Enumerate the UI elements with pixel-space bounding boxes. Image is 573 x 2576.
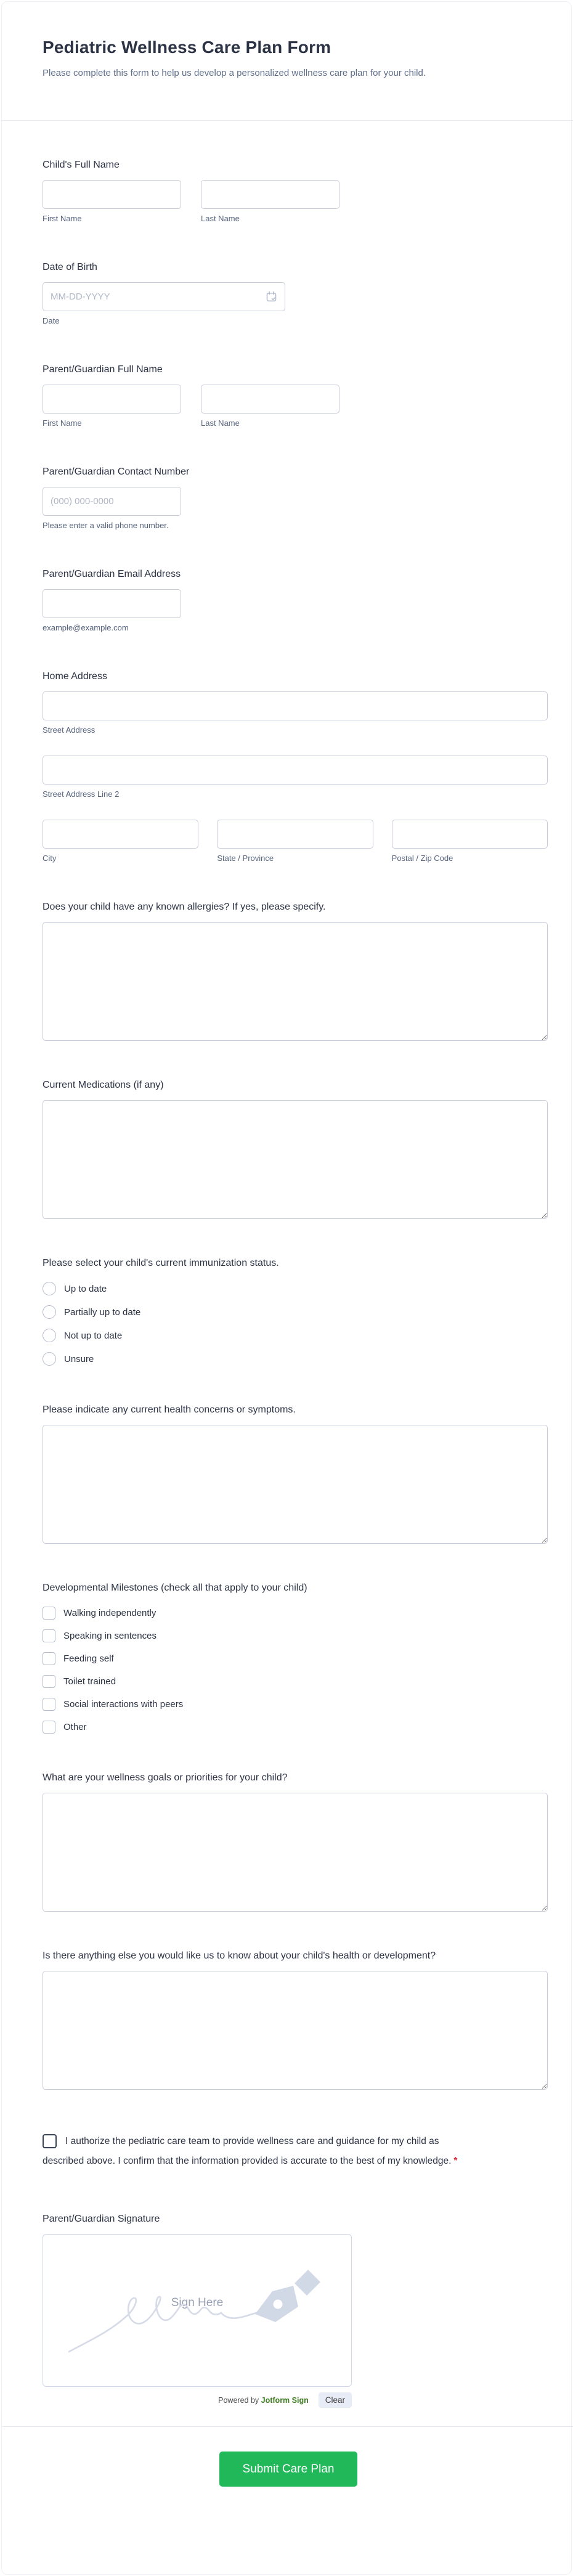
field-authorization [43,2132,474,2171]
header-divider [2,120,573,121]
field-anything-else [43,1947,548,2090]
radio-option-up-to-date[interactable] [43,1282,548,1295]
street-address2-input[interactable] [43,756,548,785]
checkbox-label: Speaking in sentences [63,1631,156,1642]
radio-unsure[interactable] [43,1352,56,1366]
street-address-input[interactable] [43,691,548,720]
checkbox-speaking[interactable] [43,1629,55,1642]
checkbox-walking[interactable] [43,1607,55,1620]
dob-label: Date of Birth [43,262,97,273]
required-asterisk: * [453,2156,458,2167]
checkbox-label: Feeding self [63,1653,114,1665]
state-sublabel: State / Province [217,854,274,863]
checkbox-feeding[interactable] [43,1652,55,1665]
jotform-sign-brand: Jotform Sign [261,2395,309,2405]
milestones-label: Developmental Milestones (check all that apply to your child) [43,1583,307,1594]
contact-number-input[interactable] [43,487,181,516]
radio-option-unsure[interactable] [43,1352,548,1366]
radio-label: Up to date [64,1283,107,1294]
medications-label: Current Medications (if any) [43,1080,164,1091]
radio-label: Unsure [64,1353,94,1364]
authorization-checkbox[interactable] [43,2134,57,2148]
field-home-address [43,668,548,863]
state-input[interactable] [217,820,373,849]
email-label: Parent/Guardian Email Address [43,569,181,580]
sign-here-hint: Sign Here [171,2296,224,2310]
clear-signature-button[interactable]: Clear [319,2392,352,2408]
anything-else-label: Is there anything else you would like us to know about your child's health or development? [43,1950,436,1962]
child-first-name-input[interactable] [43,180,181,209]
submit-care-plan-button[interactable]: Submit Care Plan [219,2452,357,2487]
zip-input[interactable] [392,820,548,849]
form-title: Pediatric Wellness Care Plan Form [43,38,331,57]
field-child-name [43,157,548,223]
footer-divider [2,2426,573,2427]
checkbox-toilet[interactable] [43,1675,55,1688]
goals-label: What are your wellness goals or priorities for your child? [43,1772,288,1783]
concerns-label: Please indicate any current health concerns or symptoms. [43,1404,296,1416]
guardian-first-name-sublabel: First Name [43,418,82,428]
allergies-label: Does your child have any known allergies? If yes, please specify. [43,902,326,913]
child-last-name-input[interactable] [201,180,339,209]
field-guardian-name [43,361,548,428]
address-label: Home Address [43,671,107,682]
contact-label: Parent/Guardian Contact Number [43,467,190,478]
field-allergies [43,899,548,1041]
checkbox-social[interactable] [43,1698,55,1711]
radio-option-not-up-to-date[interactable] [43,1329,548,1342]
city-sublabel: City [43,854,57,863]
guardian-name-label: Parent/Guardian Full Name [43,364,163,375]
checkbox-other[interactable] [43,1721,55,1734]
authorization-text: I authorize the pediatric care team to provide wellness care and guidance for my child as described above. I confirm that the information provided is accurate to the best of my knowledge. * [43,2136,458,2167]
form-subtitle: Please complete this form to help us develop a personalized wellness care plan for your child. [43,68,426,78]
field-immunization [43,1255,548,1366]
dob-input[interactable] [43,282,285,311]
field-medications [43,1077,548,1219]
radio-partially[interactable] [43,1305,56,1319]
checkbox-option-social[interactable] [43,1698,548,1711]
checkbox-option-speaking[interactable] [43,1629,548,1642]
email-input[interactable] [43,589,181,618]
field-milestones [43,1579,548,1734]
child-name-label: Child's Full Name [43,160,120,171]
field-signature [43,2211,548,2408]
field-goals [43,1769,548,1912]
dob-sublabel: Date [43,316,60,326]
checkbox-option-feeding[interactable] [43,1652,548,1665]
contact-sublabel: Please enter a valid phone number. [43,521,169,531]
radio-label: Partially up to date [64,1306,141,1318]
medications-textarea[interactable] [43,1100,548,1219]
anything-else-textarea[interactable] [43,1971,548,2090]
email-sublabel: example@example.com [43,623,129,633]
allergies-textarea[interactable] [43,922,548,1041]
zip-sublabel: Postal / Zip Code [391,854,453,863]
signature-label: Parent/Guardian Signature [43,2214,160,2225]
checkbox-label: Toilet trained [63,1676,116,1687]
child-first-name-sublabel: First Name [43,214,82,224]
powered-by-jotform-sign: Powered by Jotform Sign [218,2395,309,2405]
checkbox-option-walking[interactable] [43,1607,548,1620]
field-contact-number [43,463,548,530]
radio-option-partially[interactable] [43,1305,548,1319]
radio-not-up-to-date[interactable] [43,1329,56,1342]
street-address2-sublabel: Street Address Line 2 [43,789,120,799]
signature-squiggle [43,2235,351,2386]
checkbox-label: Walking independently [63,1608,156,1619]
city-input[interactable] [43,820,198,849]
field-email [43,566,548,632]
signature-pad[interactable] [43,2234,352,2387]
radio-up-to-date[interactable] [43,1282,56,1295]
goals-textarea[interactable] [43,1793,548,1912]
concerns-textarea[interactable] [43,1425,548,1544]
form-card [1,1,572,2575]
guardian-last-name-sublabel: Last Name [201,418,240,428]
checkbox-option-other[interactable] [43,1721,548,1734]
immunization-label: Please select your child's current immunization status. [43,1258,279,1269]
pen-nib-icon [255,2270,320,2322]
guardian-first-name-input[interactable] [43,385,181,414]
checkbox-label: Social interactions with peers [63,1699,184,1710]
field-concerns [43,1401,548,1544]
child-last-name-sublabel: Last Name [201,214,240,224]
radio-label: Not up to date [64,1330,123,1341]
checkbox-option-toilet[interactable] [43,1675,548,1688]
street-address-sublabel: Street Address [43,725,96,735]
guardian-last-name-input[interactable] [201,385,339,414]
field-dob [43,259,548,325]
checkbox-label: Other [63,1722,87,1733]
